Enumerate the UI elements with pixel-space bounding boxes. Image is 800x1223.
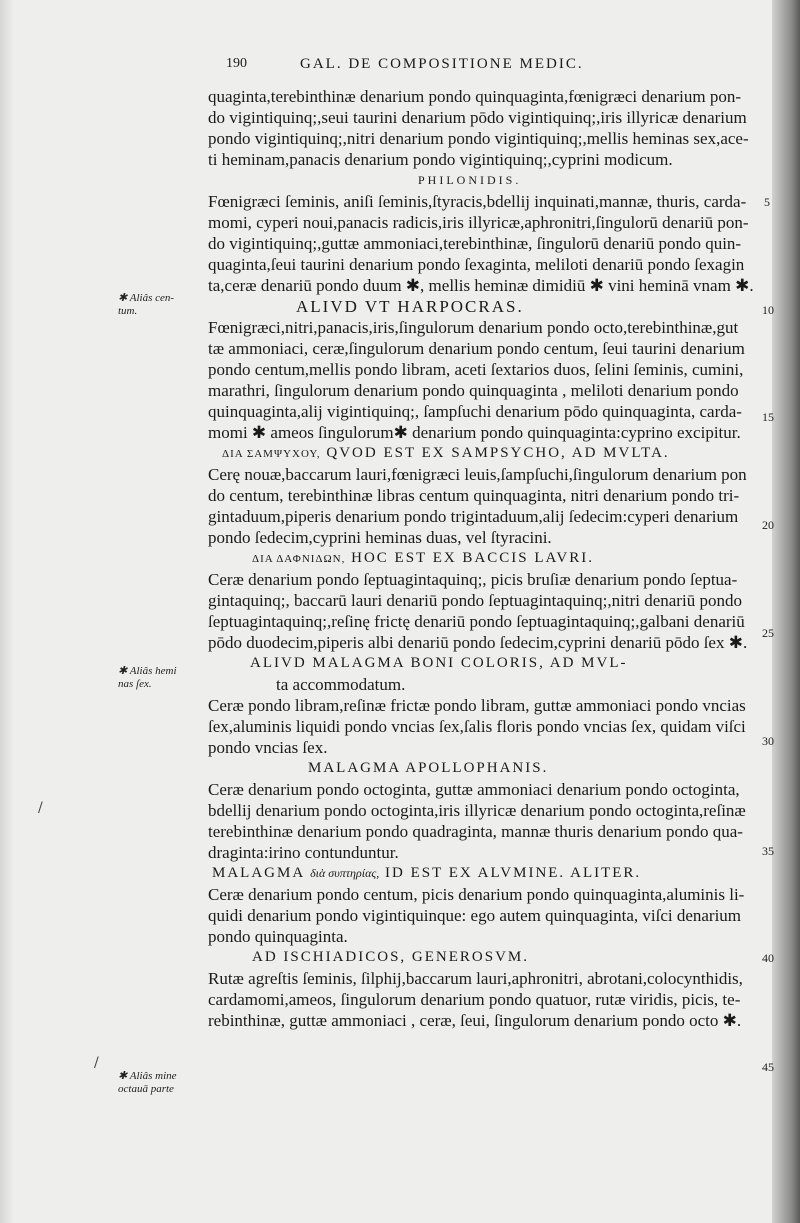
text-line: ti heminam,panacis denarium pondo vigintiquinq;,cyprini modicum. (208, 150, 673, 169)
margin-note-line: ✱ Aliâs cen- (118, 292, 175, 304)
line-number: 30 (762, 734, 774, 748)
line-number: 35 (762, 844, 774, 858)
text-line: do vigintiquinq;,seui taurini denarium pōdo vigintiquinq;,iris illyricæ denarium (208, 108, 747, 127)
page-header (220, 56, 690, 78)
heading-greek: διὰ συπτηρίας, (310, 866, 380, 880)
text-line: quaginta,terebinthinæ denarium pondo quinquaginta,fœnigræci denarium pon- (208, 87, 742, 106)
text-line: momi ✱ ameos ſingulorum✱ denarium pondo quinquaginta:cyprino excipitur. (208, 423, 741, 442)
page-edge-shadow (772, 0, 800, 1223)
text-line: Ceræ pondo libram,reſinæ frictæ pondo libram, guttæ ammoniaci pondo vncias (208, 696, 746, 715)
heading-latin: QVOD EST EX SAMPSYCHO, AD MVLTA. (326, 445, 670, 461)
main-text-column (208, 86, 766, 1031)
line-number: 25 (762, 626, 774, 640)
text-line: Fœnigræci ſeminis, aniſi ſeminis,ſtyracis,bdellij inquinati,mannæ, thuris, carda- (208, 192, 747, 211)
line-number: 15 (762, 410, 774, 424)
text-line: do centum, terebinthinæ libras centum quinquaginta, nitri denarium pondo tri- (208, 486, 740, 505)
text-line: marathri, ſingulorum denarium pondo quinquaginta , meliloti denarium pondo (208, 381, 739, 400)
text-line: tæ ammoniaci, ceræ,ſingulorum denarium pondo centum, ſeui taurini denarium (208, 339, 745, 358)
heading-latin-right: ID EST EX ALVMINE. ALITER. (385, 865, 642, 881)
text-line: Ceræ denarium pondo centum, picis denarium pondo quinquaginta,aluminis li- (208, 885, 745, 904)
heading-greek: ΔΙΑ ΔΑΦΝΙΔΩΝ, (252, 553, 346, 565)
margin-stroke-mark: / (38, 800, 43, 816)
text-line: pondo vigintiquinq;,nitri denarium pondo vigintiquinq;,mellis heminas sex,ace- (208, 129, 749, 148)
section-heading-baccis-lauri (208, 548, 766, 569)
text-line: momi, cyperi noui,panacis radicis,iris illyricæ,aphronitri,ſingulorū denariū pon- (208, 213, 749, 232)
margin-note-line: nas ſex. (118, 678, 152, 690)
text-line: pōdo duodecim,piperis albi denariū pondo ſedecim,cyprini denariū pōdo ſex ✱. (208, 633, 748, 652)
running-title: GAL. DE COMPOSITIONE MEDIC. (300, 56, 584, 72)
section-heading-ischiadicos: AD ISCHIADICOS, GENEROSVM. (252, 949, 530, 965)
margin-note-line: octauā parte (118, 1083, 174, 1095)
text-line: Fœnigræci,nitri,panacis,iris,ſingulorum denarium pondo octo,terebinthinæ,gut (208, 318, 739, 337)
page-gutter-shadow (0, 0, 14, 1223)
text-line: pondo ſedecim,cyprini heminas duas, vel ſtyracini. (208, 528, 552, 547)
line-number: 20 (762, 518, 774, 532)
line-number: 45 (762, 1060, 774, 1074)
section-heading-alumine (208, 863, 766, 884)
margin-note-line: ✱ Aliâs hemi (118, 665, 177, 677)
margin-note-line: tum. (118, 305, 138, 317)
margin-note-alias-octaua (118, 1070, 177, 1096)
text-line: gintaquinq;, baccarū lauri denariū pondo ſeptuagintaquinq;,nitri denariū pondo (208, 591, 742, 610)
text-line: cardamomi,ameos, ſingulorum denarium pondo quatuor, rutæ viridis, picis, te- (208, 990, 741, 1009)
heading-continuation: ta accommodatum. (276, 675, 406, 694)
margin-note-alias-heminas (118, 665, 177, 691)
text-line: rebinthinæ, guttæ ammoniaci , ceræ, ſeui, ſingulorum denarium pondo octo ✱. (208, 1011, 742, 1030)
text-line: terebinthinæ denarium pondo quadraginta, mannæ thuris denarium pondo qua- (208, 822, 743, 841)
heading-latin: HOC EST EX BACCIS LAVRI. (351, 550, 595, 566)
section-heading-malagma-boni-coloris: ALIVD MALAGMA BONI COLORIS, AD MVL- (250, 655, 628, 671)
text-line: pondo quinquaginta. (208, 927, 348, 946)
heading-latin-left: MALAGMA (212, 865, 305, 881)
line-number: 5 (764, 195, 770, 209)
text-line: Ceræ denarium pondo ſeptuagintaquinq;, picis bruſiæ denarium pondo ſeptua- (208, 570, 738, 589)
section-heading-apollophanis: MALAGMA APOLLOPHANIS. (308, 760, 549, 776)
text-line: draginta:irino contunduntur. (208, 843, 399, 862)
section-heading-philonidis: PHILONIDIS. (418, 173, 522, 187)
margin-note-alias-centum (118, 292, 174, 318)
margin-note-line: ✱ Aliâs mine (118, 1070, 177, 1082)
text-line: Ceræ denarium pondo octoginta, guttæ ammoniaci denarium pondo octoginta, (208, 780, 740, 799)
text-line: ſeptuagintaquinq;,reſinę frictę denariū pondo ſeptuagintaquinq;,galbani denariū (208, 612, 745, 631)
text-line: Cerę nouæ,baccarum lauri,fœnigræci leuis,ſampſuchi,ſingulorum denarium pon (208, 465, 747, 484)
text-line: quidi denarium pondo vigintiquinque: ego autem quinquaginta, viſci denarium (208, 906, 742, 925)
text-line: bdellij denarium pondo octoginta,iris illyricæ denarium pondo octoginta,reſinæ (208, 801, 746, 820)
line-number: 10 (762, 303, 774, 317)
text-line: do vigintiquinq;,guttæ ammoniaci,terebinthinæ, ſingulorū denariū pondo quin- (208, 234, 742, 253)
text-line: gintaduum,piperis denarium pondo trigintaduum,alij ſedecim:cyperi denarium (208, 507, 739, 526)
section-heading-sampsycho (208, 443, 766, 464)
text-line: pondo centum,mellis pondo libram, aceti ſextarios duos, ſelini ſeminis, cumini, (208, 360, 744, 379)
text-line: Rutæ agreſtis ſeminis, ſilphij,baccarum lauri,aphronitri, abrotani,colocynthidis, (208, 969, 743, 988)
page-number: 190 (226, 56, 247, 71)
margin-stroke-mark: / (94, 1055, 99, 1071)
text-line: pondo vncias ſex. (208, 738, 328, 757)
text-line: quinquaginta,alij vigintiquinq;, ſampſuchi denarium pōdo quinquaginta, carda- (208, 402, 742, 421)
text-line: quaginta,ſeui taurini denarium pondo ſexaginta, meliloti denariū pondo ſexagin (208, 255, 745, 274)
text-line: ſex,aluminis liquidi pondo vncias ſex,ſalis floris pondo vncias ſex, quidam viſci (208, 717, 746, 736)
line-number: 40 (762, 951, 774, 965)
text-line: ta,ceræ denariū pondo duum ✱, mellis heminæ dimidiū ✱ vini heminā vnam ✱. (208, 276, 754, 295)
heading-greek: ΔΙΑ ΣΑΜΨΥΧΟΥ, (222, 448, 321, 460)
section-heading-harpocras: ALIVD VT HARPOCRAS. (296, 297, 524, 316)
